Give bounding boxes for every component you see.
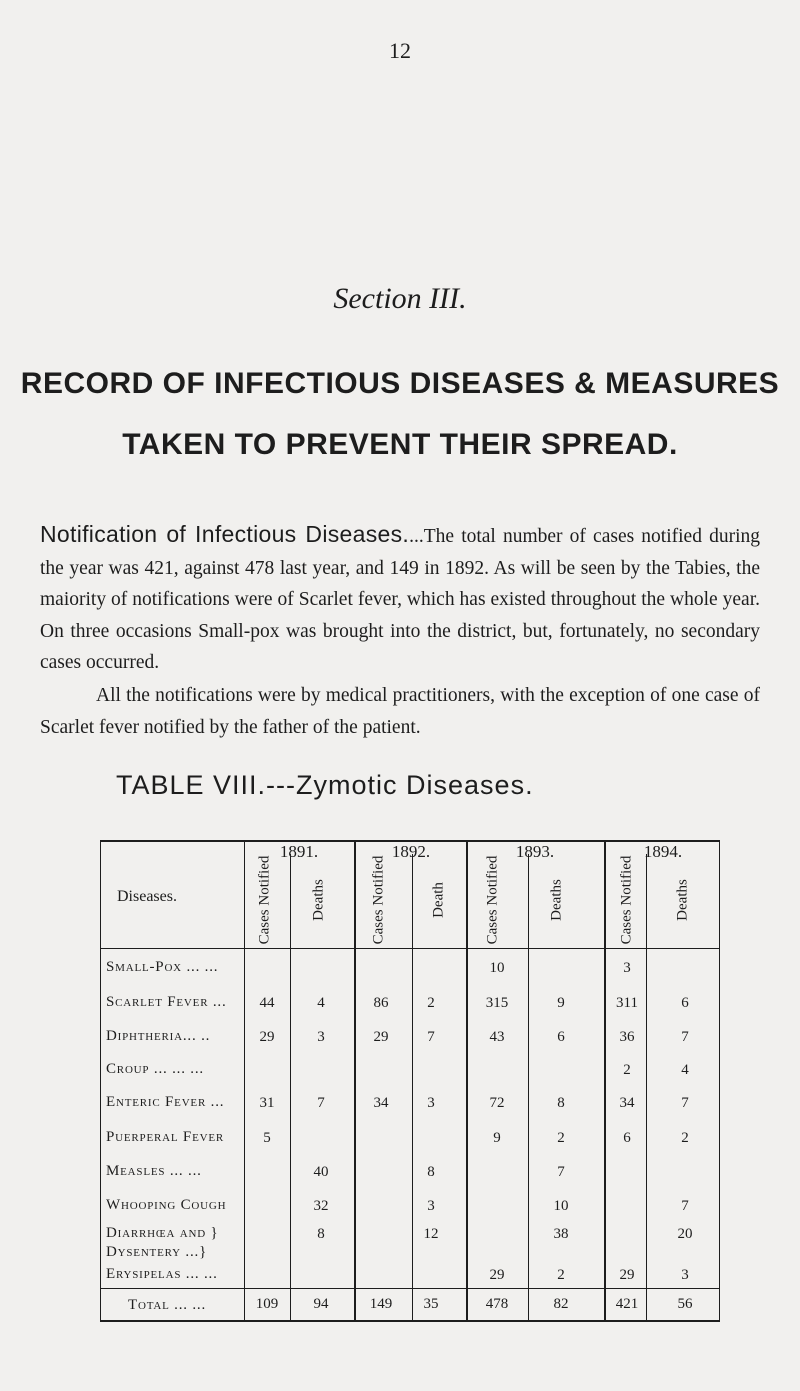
row-label — [106, 1027, 210, 1046]
row-label-text: Small-Pox ... ... — [106, 959, 219, 975]
paragraph-practitioners: All the notifications were by medical practitioners, with the exception of one case of Scarlet fever notified by the father of the patient. — [40, 685, 760, 738]
subheader-deaths-1891: Deaths — [310, 879, 327, 921]
row-label — [106, 1224, 219, 1262]
table-cell: 4 — [317, 995, 325, 1011]
year-divider — [466, 840, 468, 1322]
table-cell: 10 — [489, 960, 505, 976]
table-cell: 2 — [557, 1130, 565, 1146]
row-label — [106, 1128, 224, 1147]
subheader-cases-1894: Cases Notified — [618, 855, 635, 945]
table-cell: 4 — [681, 1062, 689, 1078]
table-cell: 3 — [317, 1029, 325, 1045]
table-cell: 8 — [557, 1095, 565, 1111]
row-label-text-2: Dysentery ...} — [106, 1244, 208, 1260]
row-label-text: Measles ... ... — [106, 1163, 202, 1179]
table-cell: 38 — [553, 1226, 569, 1242]
row-label — [106, 958, 218, 977]
table-cell: 6 — [623, 1130, 631, 1146]
subcol-divider — [290, 854, 291, 1322]
row-label-text: Croup ... ... ... — [106, 1061, 204, 1077]
table-total-rule — [100, 1288, 720, 1289]
subheader-death-1892: Death — [430, 882, 447, 918]
table-cell: 7 — [557, 1164, 565, 1180]
table-cell: 9 — [493, 1130, 501, 1146]
table-cell: 315 — [485, 995, 509, 1011]
table-cell: 31 — [259, 1095, 275, 1111]
table-cell: 2 — [623, 1062, 631, 1078]
table-cell: 8 — [427, 1164, 435, 1180]
table-cell: 29 — [373, 1029, 389, 1045]
year-1892: 1892. — [391, 842, 431, 861]
row-label — [106, 993, 227, 1012]
table-cell: 3 — [681, 1267, 689, 1283]
table-right-border — [719, 840, 720, 1322]
total-cell: 56 — [677, 1296, 693, 1312]
row-label-text: Whooping Cough — [106, 1197, 227, 1213]
table-title: TABLE VIII.---Zymotic Diseases. — [116, 770, 534, 800]
row-label — [106, 1093, 224, 1112]
table-cell: 43 — [489, 1029, 505, 1045]
subheader-cases-1893: Cases Notified — [484, 855, 501, 945]
table-cell: 32 — [313, 1198, 329, 1214]
subcol-divider — [528, 854, 529, 1322]
paragraph-notification — [40, 519, 760, 679]
zymotic-diseases-table — [100, 840, 720, 1322]
table-cell: 3 — [623, 960, 631, 976]
row-label — [106, 1265, 218, 1284]
table-cell: 12 — [423, 1226, 439, 1242]
subcol-divider — [412, 854, 413, 1322]
table-cell: 34 — [619, 1095, 635, 1111]
year-divider — [604, 840, 606, 1322]
year-1891: 1891. — [279, 842, 319, 861]
table-cell: 72 — [489, 1095, 505, 1111]
row-label-text: Puerperal Fever — [106, 1129, 224, 1145]
paragraph-lead: Notification of Infectious Diseases. — [40, 521, 410, 547]
table-cell: 7 — [427, 1029, 435, 1045]
table-cell: 7 — [681, 1029, 689, 1045]
table-cell: 36 — [619, 1029, 635, 1045]
section-title: Section III. — [333, 282, 467, 315]
table-cell: 7 — [681, 1095, 689, 1111]
row-label — [106, 1162, 202, 1181]
subheader-deaths-1894: Deaths — [674, 879, 691, 921]
row-label-text: Diphtheria... .. — [106, 1028, 211, 1044]
total-cell: 94 — [313, 1296, 329, 1312]
table-cell: 3 — [427, 1198, 435, 1214]
table-cell: 3 — [427, 1095, 435, 1111]
table-cell: 86 — [373, 995, 389, 1011]
subcol-divider — [646, 854, 647, 1322]
table-cell: 7 — [317, 1095, 325, 1111]
total-cell: 82 — [553, 1296, 569, 1312]
row-label-text: Scarlet Fever ... — [106, 994, 227, 1010]
total-cell: 421 — [615, 1296, 639, 1312]
row-label — [106, 1196, 226, 1215]
subheader-cases-1892: Cases Notified — [370, 855, 387, 945]
table-cell: 20 — [677, 1226, 693, 1242]
page-number: 12 — [389, 38, 411, 63]
table-cell: 34 — [373, 1095, 389, 1111]
table-cell: 2 — [427, 995, 435, 1011]
total-label: Total ... ... — [128, 1297, 207, 1313]
table-cell: 2 — [681, 1130, 689, 1146]
total-cell: 478 — [485, 1296, 509, 1312]
year-1894: 1894. — [643, 842, 683, 861]
table-cell: 40 — [313, 1164, 329, 1180]
total-cell: 149 — [369, 1296, 393, 1312]
table-cell: 6 — [557, 1029, 565, 1045]
table-bottom-rule — [100, 1320, 720, 1322]
table-cell: 9 — [557, 995, 565, 1011]
subheader-cases-1891: Cases Notified — [256, 855, 273, 945]
table-cell: 29 — [489, 1267, 505, 1283]
table-cell: 2 — [557, 1267, 565, 1283]
table-cell: 311 — [616, 995, 638, 1011]
total-cell: 109 — [255, 1296, 279, 1312]
row-label-text: Enteric Fever ... — [106, 1094, 225, 1110]
table-cell: 7 — [681, 1198, 689, 1214]
table-cell: 29 — [619, 1267, 635, 1283]
paragraph-body: ...The total number of cases notified during the year was 421, against 478 last year, and 149 in 1892. As will be seen by the Tabies, the maiority of notifications were of Scarlet fever, which has existed throughout the whole year. On three occasions Small-pox was brought into the district, but, fortunately, no secondary cases occurred. — [40, 526, 761, 673]
table-cell: 44 — [259, 995, 275, 1011]
table-cell: 8 — [317, 1226, 325, 1242]
row-label-text: Diarrhœa and } — [106, 1225, 219, 1241]
total-cell: 35 — [423, 1296, 439, 1312]
subheader-deaths-1893: Deaths — [548, 879, 565, 921]
row-label — [106, 1060, 204, 1079]
table-header-rule — [100, 948, 720, 949]
year-divider — [354, 840, 356, 1322]
year-1893: 1893. — [515, 842, 555, 861]
label-divider — [244, 840, 245, 1322]
table-cell: 10 — [553, 1198, 569, 1214]
heading-line-1: RECORD OF INFECTIOUS DISEASES & MEASURES — [20, 367, 780, 400]
heading-line-2: TAKEN TO PREVENT THEIR SPREAD. — [122, 428, 678, 461]
table-cell: 6 — [681, 995, 689, 1011]
table-left-border — [100, 840, 101, 1322]
row-label-text: Erysipelas ... ... — [106, 1266, 218, 1282]
table-cell: 5 — [263, 1130, 271, 1146]
table-cell: 29 — [259, 1029, 275, 1045]
diseases-header: Diseases. — [117, 888, 177, 905]
